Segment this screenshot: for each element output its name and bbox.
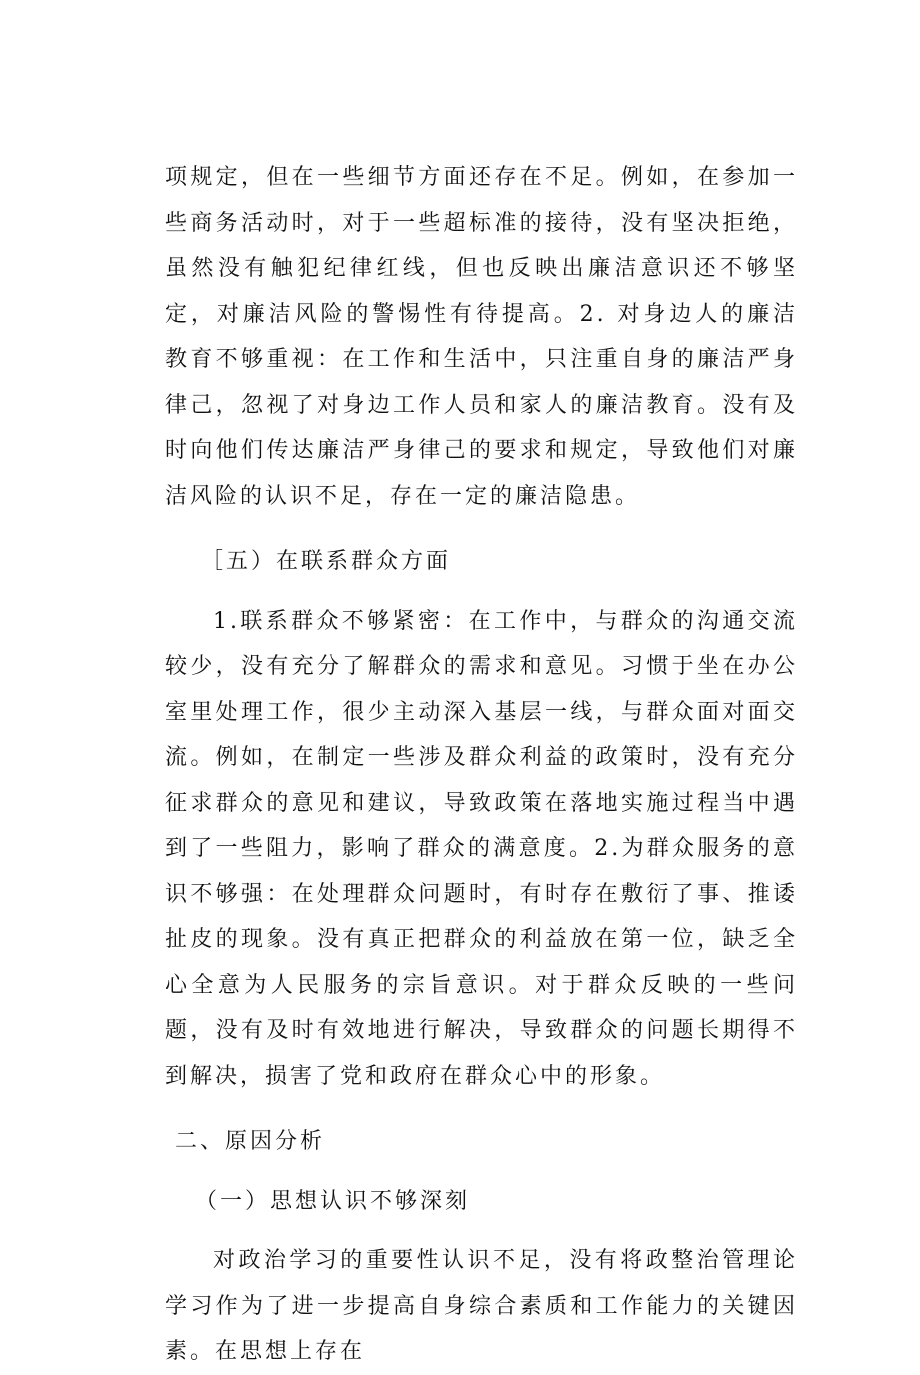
- subsection-heading-one: （一）思想认识不够深刻: [195, 1188, 471, 1214]
- section-heading-five: ［五）在联系群众方面: [201, 549, 452, 574]
- paragraph-continued: 项规定，但在一些细节方面还存在不足。例如，在参加一些商务活动时，对于一些超标准的接待，没有坚决拒绝，虽然没有触犯纪律红线，但也反映出廉洁意识还不够坚定，对廉洁风险的警惕性有待提高。2. 对身边人的廉洁教育不够重视：在工作和生活中，只注重自身的廉洁严身律己，忽视了对身边工作人员和家人的廉洁教育。没有及时向他们传达廉洁严身律己的要求和规定，导致他们对廉洁风险的认识不足，存在一定的廉洁隐患。: [165, 165, 798, 509]
- paragraph-contact-masses: 1.联系群众不够紧密：在工作中，与群众的沟通交流较少，没有充分了解群众的需求和意见。习惯于坐在办公室里处理工作，很少主动深入基层一线，与群众面对面交流。例如，在制定一些涉及群众利益的政策时，没有充分征求群众的意见和建议，导致政策在落地实施过程当中遇到了一些阻力，影响了群众的满意度。2.为群众服务的意识不够强：在处理群众问题时，有时存在敷衍了事、推诿扯皮的现象。没有真正把群众的利益放在第一位，缺乏全心全意为人民服务的宗旨意识。对于群众反映的一些问题，没有及时有效地进行解决，导致群众的问题长期得不到解决，损害了党和政府在群众心中的形象。: [165, 608, 798, 1089]
- document-body: [165, 155, 798, 1375]
- section-heading-cause-analysis: 二、原因分析: [175, 1129, 326, 1154]
- paragraph-political-study: 对政治学习的重要性认识不足，没有将政整治管理论学习作为了进一步提高自身综合素质和工作能力的关键因素。在思想上存在: [165, 1248, 798, 1364]
